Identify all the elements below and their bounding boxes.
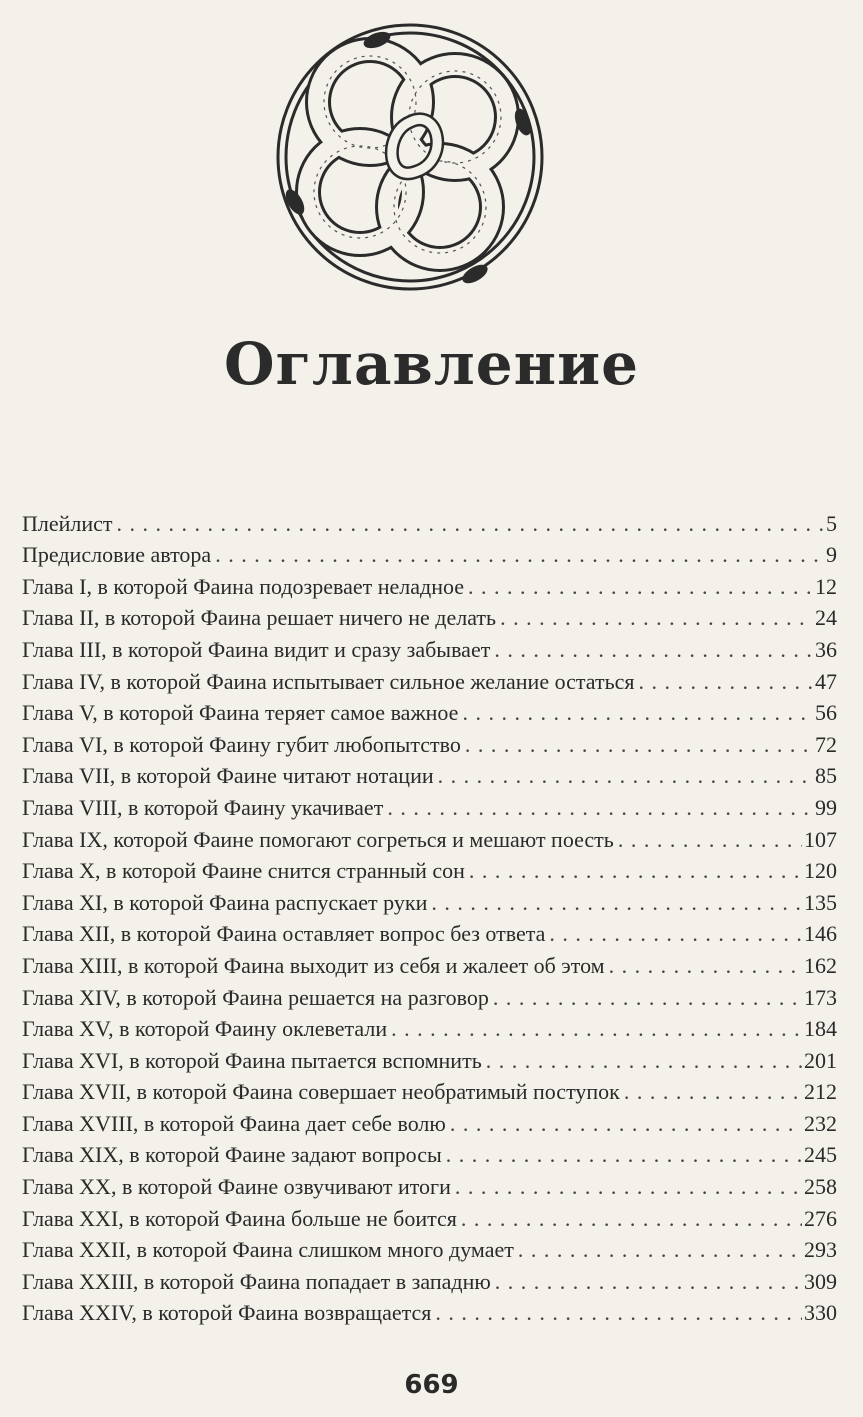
toc-entry-label: Глава VI, в которой Фаину губит любопытство bbox=[22, 731, 461, 757]
toc-entry-label: Глава XXIV, в которой Фаина возвращается bbox=[22, 1300, 432, 1326]
toc-entry[interactable] bbox=[22, 695, 837, 727]
toc-entry-page: 258 bbox=[804, 1174, 837, 1200]
toc-entry-label: Глава XIII, в которой Фаина выходит из себя и жалеет об этом bbox=[22, 952, 605, 978]
toc-entry[interactable] bbox=[22, 726, 837, 758]
toc-entry-page: 146 bbox=[804, 921, 837, 947]
dot-leader bbox=[493, 985, 802, 1011]
toc-entry-page: 135 bbox=[804, 889, 837, 915]
dot-leader bbox=[624, 1079, 802, 1105]
toc-entry-page: 9 bbox=[826, 542, 837, 568]
toc-entry-label: Глава XXI, в которой Фаина больше не боится bbox=[22, 1205, 457, 1231]
dot-leader bbox=[455, 1174, 802, 1200]
dot-leader bbox=[446, 1142, 802, 1168]
dot-leader bbox=[438, 763, 813, 789]
toc-entry[interactable] bbox=[22, 505, 837, 537]
toc-entry-label: Глава V, в которой Фаина теряет самое важное bbox=[22, 700, 459, 726]
toc-entry-label: Глава IV, в которой Фаина испытывает сильное желание остаться bbox=[22, 668, 635, 694]
dot-leader bbox=[518, 1237, 802, 1263]
dot-leader bbox=[549, 921, 802, 947]
toc-entry-label: Предисловие автора bbox=[22, 542, 212, 568]
dot-leader bbox=[486, 1048, 802, 1074]
toc-entry-page: 47 bbox=[815, 668, 837, 694]
toc-entry-page: 56 bbox=[815, 700, 837, 726]
toc-entry-label: Глава XXII, в которой Фаина слишком много думает bbox=[22, 1237, 514, 1263]
toc-entry-page: 309 bbox=[804, 1268, 837, 1294]
page-title: Оглавление bbox=[223, 330, 639, 398]
toc-entry[interactable] bbox=[22, 1232, 837, 1264]
dot-leader bbox=[391, 1016, 802, 1042]
toc-entry-page: 5 bbox=[826, 510, 837, 536]
dot-leader bbox=[500, 605, 813, 631]
toc-entry[interactable] bbox=[22, 853, 837, 885]
toc-entry[interactable] bbox=[22, 1074, 837, 1106]
toc-entry[interactable] bbox=[22, 916, 837, 948]
dot-leader bbox=[469, 858, 802, 884]
toc-entry-label: Глава XVII, в которой Фаина совершает необратимый поступок bbox=[22, 1079, 620, 1105]
dot-leader bbox=[465, 732, 813, 758]
toc-entry-label: Глава VII, в которой Фаине читают нотации bbox=[22, 763, 434, 789]
toc-entry[interactable] bbox=[22, 1011, 837, 1043]
toc-entry[interactable] bbox=[22, 789, 837, 821]
dot-leader bbox=[450, 1111, 802, 1137]
toc-entry-page: 162 bbox=[804, 952, 837, 978]
page-number: 669 bbox=[404, 1370, 459, 1400]
table-of-contents bbox=[22, 505, 837, 1326]
toc-entry[interactable] bbox=[22, 568, 837, 600]
toc-entry[interactable] bbox=[22, 1042, 837, 1074]
dot-leader bbox=[462, 700, 813, 726]
toc-entry-label: Глава III, в которой Фаина видит и сразу забывает bbox=[22, 636, 491, 662]
dot-leader bbox=[639, 669, 813, 695]
toc-entry[interactable] bbox=[22, 631, 837, 663]
toc-entry[interactable] bbox=[22, 663, 837, 695]
dot-leader bbox=[461, 1206, 802, 1232]
toc-entry-page: 99 bbox=[815, 794, 837, 820]
dot-leader bbox=[468, 574, 813, 600]
toc-entry-label: Глава XIX, в которой Фаине задают вопросы bbox=[22, 1142, 442, 1168]
dot-leader bbox=[494, 637, 813, 663]
toc-entry-page: 36 bbox=[815, 636, 837, 662]
dot-leader bbox=[609, 953, 802, 979]
toc-entry[interactable] bbox=[22, 884, 837, 916]
toc-entry[interactable] bbox=[22, 1137, 837, 1169]
toc-entry[interactable] bbox=[22, 947, 837, 979]
toc-entry-page: 120 bbox=[804, 858, 837, 884]
toc-entry[interactable] bbox=[22, 1168, 837, 1200]
toc-entry-label: Плейлист bbox=[22, 510, 113, 536]
dot-leader bbox=[618, 827, 802, 853]
toc-entry-page: 276 bbox=[804, 1205, 837, 1231]
dot-leader bbox=[117, 511, 824, 537]
toc-entry-label: Глава XI, в которой Фаина распускает руки bbox=[22, 889, 428, 915]
dot-leader bbox=[431, 890, 802, 916]
toc-entry[interactable] bbox=[22, 821, 837, 853]
toc-entry[interactable] bbox=[22, 979, 837, 1011]
toc-entry-label: Глава X, в которой Фаине снится странный сон bbox=[22, 858, 465, 884]
dot-leader bbox=[215, 542, 824, 568]
toc-entry-page: 212 bbox=[804, 1079, 837, 1105]
knotted-serpents-emblem-icon bbox=[265, 12, 555, 302]
dot-leader bbox=[495, 1269, 802, 1295]
toc-entry-label: Глава I, в которой Фаина подозревает неладное bbox=[22, 573, 465, 599]
toc-entry-label: Глава XVI, в которой Фаина пытается вспомнить bbox=[22, 1047, 482, 1073]
toc-entry[interactable] bbox=[22, 1295, 837, 1327]
toc-entry-page: 24 bbox=[815, 605, 837, 631]
toc-entry-label: Глава XVIII, в которой Фаина дает себе волю bbox=[22, 1110, 446, 1136]
toc-entry[interactable] bbox=[22, 1200, 837, 1232]
toc-entry-page: 201 bbox=[804, 1047, 837, 1073]
toc-entry-page: 184 bbox=[804, 1016, 837, 1042]
toc-entry-page: 72 bbox=[815, 731, 837, 757]
toc-entry-label: Глава VIII, в которой Фаину укачивает bbox=[22, 794, 384, 820]
dot-leader bbox=[435, 1300, 802, 1326]
toc-entry-page: 107 bbox=[804, 826, 837, 852]
toc-entry-label: Глава XX, в которой Фаине озвучивают итоги bbox=[22, 1174, 451, 1200]
toc-entry-label: Глава XII, в которой Фаина оставляет вопрос без ответа bbox=[22, 921, 546, 947]
toc-entry-page: 232 bbox=[804, 1110, 837, 1136]
toc-entry[interactable] bbox=[22, 537, 837, 569]
toc-entry-label: Глава IX, которой Фаине помогают согреться и мешают поесть bbox=[22, 826, 614, 852]
toc-entry-page: 330 bbox=[804, 1300, 837, 1326]
toc-entry-page: 293 bbox=[804, 1237, 837, 1263]
dot-leader bbox=[387, 795, 813, 821]
toc-entry[interactable] bbox=[22, 1105, 837, 1137]
toc-entry[interactable] bbox=[22, 600, 837, 632]
toc-entry-page: 85 bbox=[815, 763, 837, 789]
toc-entry[interactable] bbox=[22, 1263, 837, 1295]
toc-entry[interactable] bbox=[22, 758, 837, 790]
toc-entry-label: Глава XIV, в которой Фаина решается на разговор bbox=[22, 984, 489, 1010]
toc-entry-page: 12 bbox=[815, 573, 837, 599]
toc-entry-label: Глава XXIII, в которой Фаина попадает в западню bbox=[22, 1268, 491, 1294]
toc-entry-page: 173 bbox=[804, 984, 837, 1010]
toc-entry-label: Глава II, в которой Фаина решает ничего не делать bbox=[22, 605, 497, 631]
toc-entry-page: 245 bbox=[804, 1142, 837, 1168]
toc-entry-label: Глава XV, в которой Фаину оклеветали bbox=[22, 1016, 388, 1042]
